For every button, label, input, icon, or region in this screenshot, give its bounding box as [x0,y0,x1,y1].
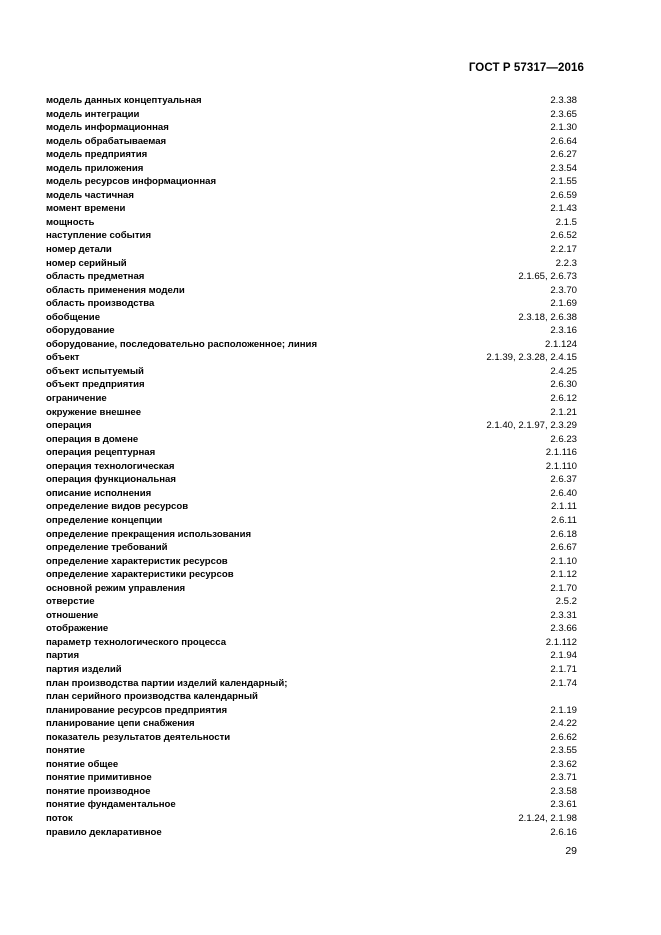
index-term: понятие общее [46,758,119,770]
index-term: понятие производное [46,785,151,797]
index-reference: 2.4.22 [550,718,577,730]
index-term: определение видов ресурсов [46,501,189,513]
index-entry [46,541,577,555]
index-reference: 2.3.16 [550,325,577,337]
index-reference: 2.6.37 [550,474,577,486]
index-reference: 2.1.65, 2.6.73 [518,271,577,283]
index-entry [46,189,577,203]
index-reference: 2.1.39, 2.3.28, 2.4.15 [486,352,577,364]
index-entry [46,473,577,487]
index-reference: 2.6.64 [550,135,577,147]
index-reference: 2.6.30 [550,379,577,391]
index-term: операция [46,420,92,432]
index-term: объект [46,352,80,364]
index-reference: 2.2.17 [550,244,577,256]
index-reference: 2.1.112 [545,636,577,648]
index-term: модель обрабатываемая [46,135,167,147]
index-entry [46,460,577,474]
index-entry [46,798,577,812]
index-reference: 2.3.61 [550,799,577,811]
index-entry [46,392,577,406]
index-reference: 2.6.62 [550,731,577,743]
index-entry [46,270,577,284]
index-entry [46,528,577,542]
index-entry [46,636,577,650]
index-entry [46,595,577,609]
index-term: операция функциональная [46,474,176,486]
index-entry [46,731,577,745]
index-term: объект предприятия [46,379,145,391]
index-term: модель интеграции [46,108,140,120]
index-entry [46,555,577,569]
index-term: параметр технологического процесса [46,636,227,648]
index-reference: 2.3.66 [550,623,577,635]
index-entry [46,94,577,108]
index-reference: 2.1.40, 2.1.97, 2.3.29 [486,420,577,432]
index-entry [46,297,577,311]
index-term: понятие примитивное [46,772,152,784]
index-term: модель предприятия [46,149,148,161]
index-entry [46,284,577,298]
index-term: мощность [46,216,95,228]
index-term: оборудование [46,325,115,337]
index-term: планирование цепи снабжения [46,718,195,730]
index-entry [46,351,577,365]
index-entry [46,744,577,758]
index-reference: 2.3.54 [550,162,577,174]
index-term: операция в домене [46,433,139,445]
index-term: оборудование, последовательно расположенное; линия [46,338,318,350]
index-entry [46,771,577,785]
index-term: модель частичная [46,189,134,201]
index-entry [46,500,577,514]
index-reference: 2.1.70 [550,582,577,594]
index-entry [46,609,577,623]
document-id: ГОСТ Р 57317—2016 [468,62,584,74]
index-reference: 2.3.58 [550,785,577,797]
index-term: окружение внешнее [46,406,142,418]
index-reference: 2.3.62 [550,758,577,770]
index-reference: 2.1.24, 2.1.98 [518,812,577,824]
index-reference: 2.1.55 [550,176,577,188]
index-reference: 2.1.10 [550,555,577,567]
index-term: объект испытуемый [46,365,144,377]
index-reference: 2.1.124 [544,338,577,350]
index-term: отображение [46,623,109,635]
index-term: партия [46,650,80,662]
index-reference: 2.3.70 [550,284,577,296]
index-entry [46,148,577,162]
index-term: определение требований [46,542,168,554]
index-reference: 2.4.25 [550,365,577,377]
index-reference: 2.1.19 [550,704,577,716]
index-term: ограничение [46,393,107,405]
index-entry [46,311,577,325]
index-term: план производства партии изделий календарный; план серийного производства календарный [46,677,288,703]
index-entry [46,582,577,596]
index-term: область предметная [46,271,145,283]
index-reference: 2.6.52 [550,230,577,242]
index-term: область применения модели [46,284,185,296]
index-reference: 2.6.23 [550,433,577,445]
index-term: номер серийный [46,257,127,269]
page-number: 29 [565,845,577,857]
index-term: партия изделий [46,663,122,675]
index-reference: 2.1.71 [550,663,577,675]
index-reference: 2.6.27 [550,149,577,161]
index-reference: 2.1.21 [550,406,577,418]
index-term: определение концепции [46,514,163,526]
index-reference: 2.3.55 [550,745,577,757]
index-term: номер детали [46,244,112,256]
index-entry [46,446,577,460]
index-reference: 2.1.110 [545,460,577,472]
index-reference: 2.3.38 [550,95,577,106]
index-term: отверстие [46,596,95,608]
index-entry [46,663,577,677]
index-term: модель информационная [46,122,169,134]
index-term: определение характеристики ресурсов [46,569,234,581]
index-term: наступление события [46,230,152,242]
index-entry [46,365,577,379]
index-entry [46,324,577,338]
index-term: правило декларативное [46,826,162,838]
index-entry [46,162,577,176]
index-entry [46,108,577,122]
index-entry [46,704,577,718]
index-entry [46,378,577,392]
index-entry [46,202,577,216]
index-entry [46,175,577,189]
index-reference: 2.6.67 [550,542,577,554]
index-entry [46,717,577,731]
index-reference: 2.1.12 [550,569,577,581]
index-reference: 2.3.65 [550,108,577,120]
index-reference: 2.6.59 [550,189,577,201]
index-term: понятие [46,745,85,757]
index-term: модель данных концептуальная [46,95,202,106]
index-entry [46,338,577,352]
index-reference: 2.6.12 [550,393,577,405]
index-term: область производства [46,298,155,310]
index-entry [46,649,577,663]
index-reference: 2.1.74 [550,677,577,689]
index-entry [46,812,577,826]
index-reference: 2.5.2 [555,596,577,608]
index-term: основной режим управления [46,582,186,594]
index-reference: 2.6.40 [550,487,577,499]
index-entry [46,135,577,149]
index-entry [46,433,577,447]
index-reference: 2.1.5 [555,216,577,228]
index-entry [46,758,577,772]
index-term: операция рецептурная [46,447,156,459]
index-reference: 2.3.31 [550,609,577,621]
index-reference: 2.1.116 [545,447,577,459]
index-term: определение характеристик ресурсов [46,555,228,567]
index-reference: 2.6.16 [550,826,577,838]
index-entry [46,826,577,840]
index-entry [46,406,577,420]
index-reference: 2.6.18 [550,528,577,540]
index-reference: 2.1.30 [550,122,577,134]
index-entry [46,229,577,243]
index-entry [46,121,577,135]
index-term: показатель результатов деятельности [46,731,231,743]
index-entry [46,216,577,230]
index-entry [46,568,577,582]
index-reference: 2.2.3 [555,257,577,269]
index-term: обобщение [46,311,101,323]
index-entry [46,419,577,433]
index-entry [46,487,577,501]
index-entry [46,514,577,528]
index-term: момент времени [46,203,126,215]
index-term: отношение [46,609,99,621]
index-entry [46,257,577,271]
index-reference: 2.1.11 [551,501,577,513]
term-index [46,94,577,839]
index-entry [46,677,577,704]
index-term: понятие фундаментальное [46,799,176,811]
index-reference: 2.6.11 [551,514,577,526]
index-term: операция технологическая [46,460,175,472]
index-entry [46,243,577,257]
index-reference: 2.1.43 [550,203,577,215]
index-entry [46,622,577,636]
index-term: описание исполнения [46,487,152,499]
index-reference: 2.1.69 [550,298,577,310]
index-term: планирование ресурсов предприятия [46,704,228,716]
index-reference: 2.3.18, 2.6.38 [518,311,577,323]
index-entry [46,785,577,799]
index-term: поток [46,812,73,824]
index-term: модель ресурсов информационная [46,176,217,188]
index-reference: 2.3.71 [550,772,577,784]
index-reference: 2.1.94 [550,650,577,662]
index-term: определение прекращения использования [46,528,252,540]
index-term: модель приложения [46,162,144,174]
